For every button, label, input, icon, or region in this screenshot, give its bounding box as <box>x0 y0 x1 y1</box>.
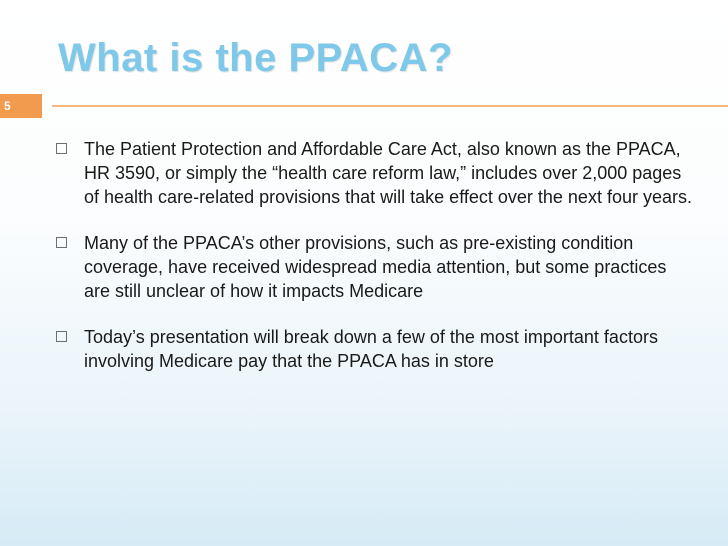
square-bullet-icon <box>56 237 67 248</box>
title-divider <box>0 94 728 118</box>
divider-line-right <box>52 105 728 107</box>
bullet-list <box>56 137 696 395</box>
slide-number-badge: 5 <box>0 94 42 118</box>
bullet-text: The Patient Protection and Affordable Care Act, also known as the PPACA, HR 3590, or simply the “health care reform law,” includes over 2,000 pages of health care-related provisions that will take effect over the next four years. <box>84 139 692 207</box>
slide-title: What is the PPACA? <box>58 36 453 80</box>
square-bullet-icon <box>56 143 67 154</box>
bullet-item <box>56 231 696 303</box>
bullet-item <box>56 325 696 373</box>
bullet-text: Today’s presentation will break down a few of the most important factors involving Medicare pay that the PPACA has in store <box>84 327 658 371</box>
bullet-text: Many of the PPACA’s other provisions, such as pre-existing condition coverage, have received widespread media attention, but some practices are still unclear of how it impacts Medicare <box>84 233 667 301</box>
square-bullet-icon <box>56 331 67 342</box>
bullet-item <box>56 137 696 209</box>
